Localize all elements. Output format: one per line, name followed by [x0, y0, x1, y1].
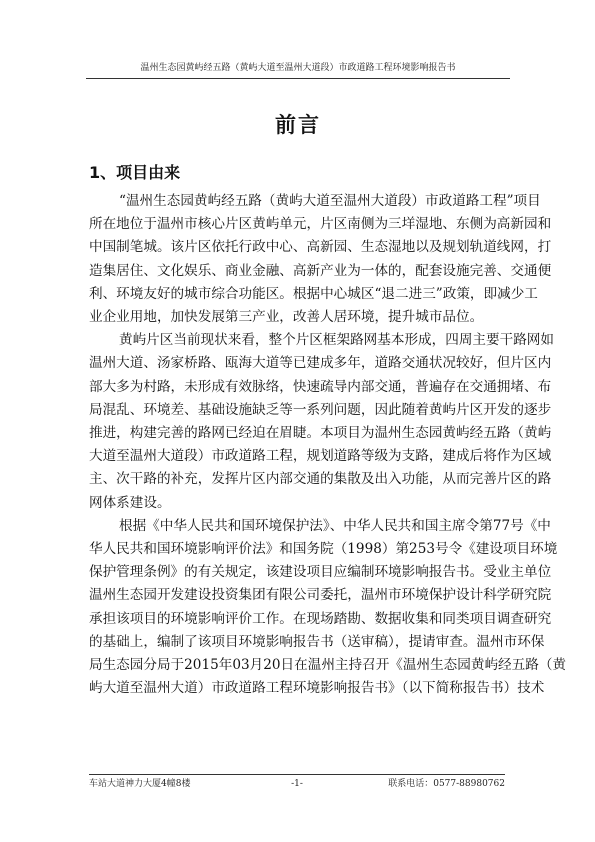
paragraph-line: 局混乱、环境差、基础设施缺乏等一系列问题，因此随着黄屿片区开发的逐步	[89, 401, 552, 418]
paragraph-line: 根据《中华人民共和国环境保护法》、中华人民共和国主席令第77号《中	[119, 517, 551, 534]
paragraph-line: 温州大道、汤家桥路、瓯海大道等已建成多年，道路交通状况较好，但片区内	[89, 355, 552, 372]
paragraph-3	[89, 515, 567, 701]
paragraph-line: 承担该项目的环境影响评价工作。在现场踏勘、数据收集和同类项目调查研究	[89, 610, 552, 627]
header-rule	[86, 78, 510, 79]
footer-rule	[89, 774, 505, 775]
page-number: -1-	[291, 779, 303, 789]
paragraph-line: 的基础上，编制了该项目环境影响报告书（送审稿），提请审查。温州市环保	[89, 633, 545, 650]
paragraph-line: 保护管理条例》的有关规定，该建设项目应编制环境影响报告书。受业主单位	[89, 564, 552, 581]
paragraph-line: “温州生态园黄屿经五路（黄屿大道至温州大道段）市政道路工程”项目	[119, 193, 541, 209]
paragraph-line: 业企业用地，加快发展第三产业，改善人居环境，提升城市品位。	[89, 309, 484, 326]
paragraph-line: 温州生态园开发建设投资集团有限公司委托，温州市环境保护设计科学研究院	[89, 587, 552, 604]
paragraph-2	[89, 329, 554, 515]
running-header: 温州生态园黄屿经五路（黄屿大道至温州大道段）市政道路工程环境影响报告书	[140, 63, 456, 73]
paragraph-line: 华人民共和国环境影响评价法》和国务院（1998）第253号令《建设项目环境	[89, 541, 558, 558]
paragraph-line: 黄屿片区当前现状来看，整个片区框架路网基本形成，四周主要干路网如	[119, 332, 554, 349]
page-title: 前言	[275, 112, 321, 137]
body-text	[89, 190, 567, 700]
paragraph-line: 所在地位于温州市核心片区黄屿单元，片区南侧为三垟湿地、东侧为高新园和	[89, 216, 552, 233]
paragraph-line: 部大多为村路，未形成有效脉络，快速疏导内部交通，普遍存在交通拥堵、布	[89, 378, 552, 395]
footer-phone: 联系电话：0577-88980762	[388, 779, 505, 789]
paragraph-line: 主、次干路的补充，发挥片区内部交通的集散及出入功能，从而完善片区的路	[89, 471, 552, 488]
paragraph-line: 中国制笔城。该片区依托行政中心、高新园、生态湿地以及规划轨道线网，打	[89, 239, 552, 256]
paragraph-line: 大道至温州大道段）市政道路工程，规划道路等级为支路，建成后将作为区域	[89, 448, 552, 465]
paragraph-line: 局生态园分局于2015年03月20日在温州主持召开《温州生态园黄屿经五路（黄	[89, 657, 567, 674]
paragraph-line: 利、环境友好的城市综合功能区。根据中心城区“退二进三”政策，即减少工	[89, 285, 538, 302]
paragraph-line: 推进，构建完善的路网已经迫在眉睫。本项目为温州生态园黄屿经五路（黄屿	[89, 425, 552, 442]
paragraph-1	[89, 190, 552, 329]
paragraph-line: 屿大道至温州大道）市政道路工程环境影响报告书》（以下简称报告书）技术	[89, 680, 545, 697]
paragraph-line: 网体系建设。	[89, 494, 171, 511]
footer-address: 车站大道神力大厦4幢8楼	[89, 779, 191, 789]
paragraph-line: 造集居住、文化娱乐、商业金融、高新产业为一体的，配套设施完善、交通便	[89, 262, 552, 279]
section-heading: 1、项目由来	[89, 163, 181, 182]
